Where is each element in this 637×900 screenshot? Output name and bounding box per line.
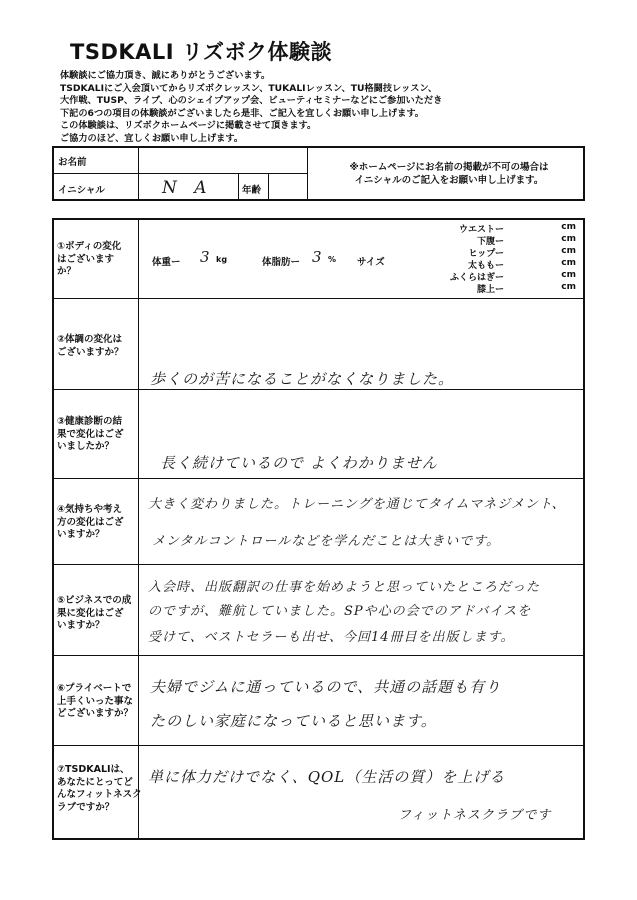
size-label: サイズ: [357, 257, 385, 268]
measurement-row: ウエストー cm: [458, 222, 576, 235]
intro-line: 体験談にご協力頂き、誠にありがとうございます。: [60, 70, 271, 81]
q5-label: ⑤ビジネスでの成 果に変化はござ いますか？: [57, 595, 132, 631]
fat-label: 体脂肪ー: [262, 257, 301, 268]
weight-label: 体重ー: [152, 257, 181, 268]
q4-answer-line-1[interactable]: 大きく変わりました。トレーニングを通じてタイムマネジメント、: [148, 497, 566, 512]
intro-line: ご協力のほど、宜しくお願い申し上げます。: [60, 132, 244, 144]
initial-label: イニシャル: [58, 185, 105, 196]
q4-label: ④気持ちや考え 方の変化はござ いますか？: [57, 504, 124, 540]
q3-label: ③健康診断の結 果で変化はござ いましたか？: [57, 416, 124, 452]
weight-unit: kg: [216, 255, 228, 264]
measurement-row: 下腹ー cm: [476, 234, 576, 247]
q5-answer-line-2[interactable]: のですが、難航していました。SPや心の会でのアドバイスを: [148, 604, 532, 619]
intro-line: TSDKALIにご入会頂いてからリズボクレッスン、TUKALIレッスン、TU格闘技レッスン、: [60, 82, 438, 94]
q6-label: ⑥プライベートで 上手くいった事な どございますか？: [57, 683, 134, 719]
q7-answer-line-1[interactable]: 単に体力だけでなく、QOL（生活の質）を上げる: [148, 768, 506, 786]
initial-field[interactable]: N A: [162, 178, 213, 198]
measurement-row: ヒップー cm: [468, 246, 576, 259]
q4-answer-line-2[interactable]: メンタルコントロールなどを学んだことは大きいです。: [152, 534, 501, 549]
q3-answer[interactable]: 長く続けているので よくわかりません: [160, 454, 438, 472]
questions-box: [52, 218, 585, 840]
fat-value[interactable]: 3: [312, 248, 323, 266]
q6-answer-line-1[interactable]: 夫婦でジムに通っているので、共通の話題も有り: [150, 678, 502, 696]
measurement-row: 太ももー cm: [467, 258, 576, 271]
intro-line: 下記の6つの項目の体験談がございましたら是非、ご記入を宜しくお願い申し上げます。: [60, 107, 424, 119]
measurement-row: ふくらはぎー cm: [449, 270, 576, 283]
measurement-row: 膝上ー cm: [476, 282, 576, 295]
form-title: TSDKALI リズボク体験談: [70, 40, 332, 64]
q2-answer[interactable]: 歩くのが苦になることがなくなりました。: [150, 370, 455, 388]
name-label: お名前: [58, 157, 87, 168]
measurement-list: [400, 222, 576, 296]
q7-answer-line-2[interactable]: フィットネスクラブです: [398, 808, 552, 823]
intro-line: この体験談は、リズボクホームページに掲載させて頂きます。: [60, 120, 317, 132]
q5-answer-line-3[interactable]: 受けて、ベストセラーも出せ、今回14冊目を出版します。: [148, 630, 515, 645]
q2-label: ②体調の変化は ございますか？: [57, 334, 124, 358]
q6-answer-line-2[interactable]: たのしい家庭になっていると思います。: [150, 712, 437, 730]
age-label: 年齢: [242, 185, 262, 196]
initial-note: ※ホームページにお名前の掲載が不可の場合は イニシャルのご記入をお願い申し上げます。: [349, 162, 549, 186]
q1-label: ①ボディの変化 はございます か？: [57, 241, 122, 277]
intro-line: 大作戦、TUSP、ライブ、心のシェイプアップ会、ビューティセミナーなどにご参加いただき: [60, 95, 443, 107]
fat-unit: %: [328, 255, 337, 264]
q7-label: ⑦TSDKALIは、 あなたにとってど んなフィットネスク ラブですか？: [57, 764, 142, 813]
intro-text: [60, 70, 442, 146]
weight-value[interactable]: 3: [200, 248, 211, 266]
q5-answer-line-1[interactable]: 入会時、出版翻訳の仕事を始めようと思っていたところだった: [148, 580, 541, 595]
